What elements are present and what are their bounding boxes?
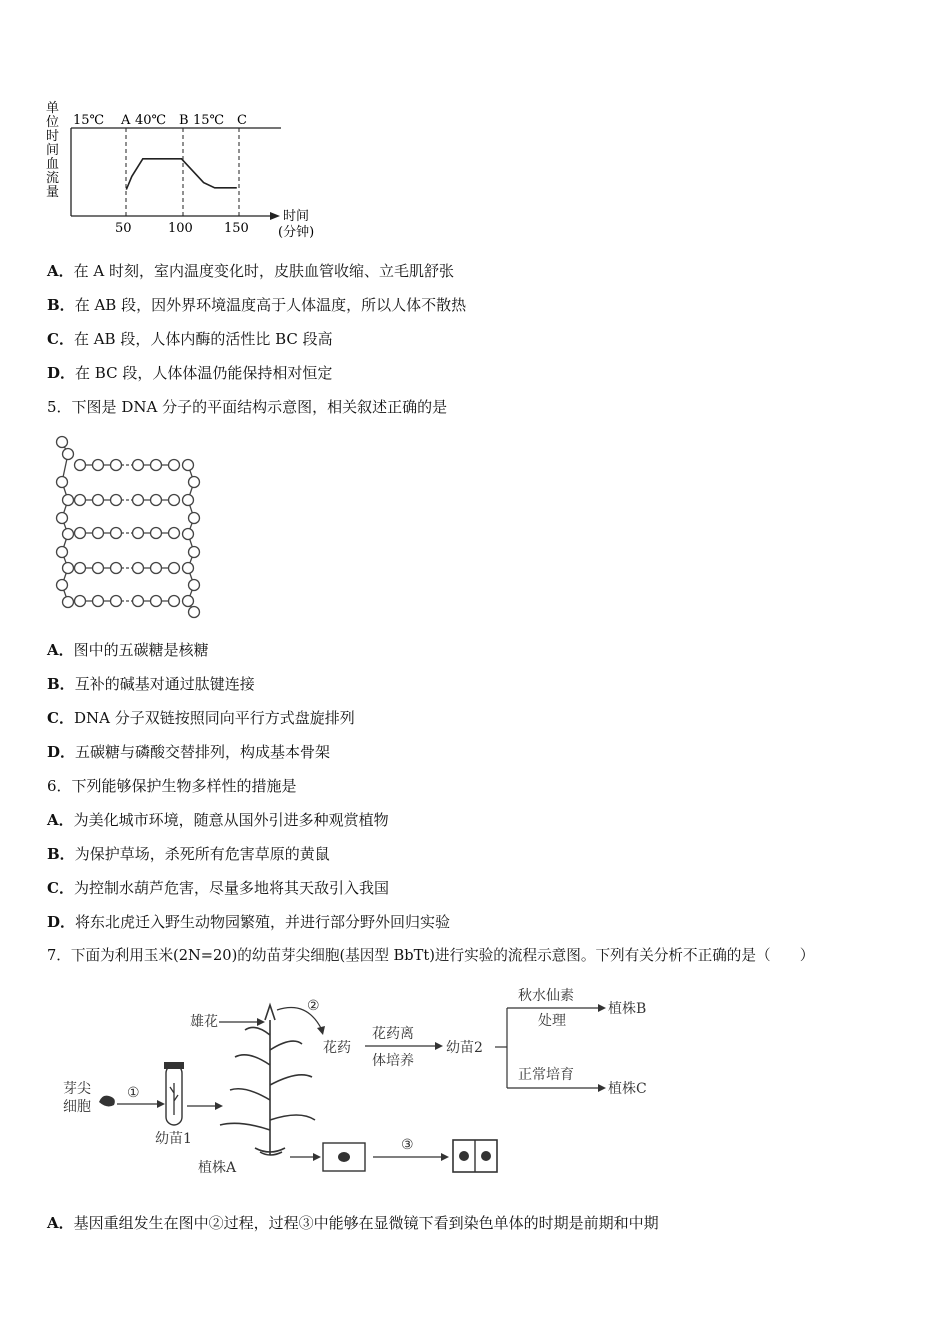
arrow-head <box>598 1084 606 1092</box>
nucleotide-node <box>111 495 122 506</box>
phosphate-sugar-node <box>183 596 194 607</box>
arrow-head <box>313 1153 321 1161</box>
nucleus-icon <box>338 1152 350 1162</box>
phosphate-sugar-node <box>183 529 194 540</box>
nucleotide-node <box>93 528 104 539</box>
point-label-c: C <box>237 113 247 128</box>
phosphate-sugar-node <box>57 513 68 524</box>
phosphate-sugar-node <box>63 597 74 608</box>
q5-option-d <box>47 742 330 762</box>
option-text: 为保护草场，杀死所有危害草原的黄鼠 <box>74 845 330 863</box>
nucleotide-node <box>75 563 86 574</box>
nucleotide-node <box>111 563 122 574</box>
q5-option-c <box>47 708 355 728</box>
q6-option-c <box>47 878 389 898</box>
option-label: A． <box>47 262 74 280</box>
phosphate-sugar-node <box>57 547 68 558</box>
q5-stem <box>47 397 447 417</box>
nucleotide-node <box>75 460 86 471</box>
nucleotide-node <box>151 460 162 471</box>
step1-label: ① <box>127 1085 140 1101</box>
phosphate-sugar-node <box>189 513 200 524</box>
option-label: C． <box>47 330 74 348</box>
phosphate-sugar-node <box>57 580 68 591</box>
nucleotide-node <box>133 495 144 506</box>
male-flower-label: 雄花 <box>190 1014 218 1030</box>
x-tick-150: 150 <box>224 221 249 236</box>
nucleotide-node <box>111 528 122 539</box>
nucleotide-node <box>75 528 86 539</box>
option-text: 基因重组发生在图中②过程，过程③中能够在显微镜下看到染色单体的时期是前期和中期 <box>73 1214 659 1232</box>
normal-culture-label: 正常培育 <box>518 1067 574 1083</box>
blood-flow-chart <box>40 98 340 246</box>
arrow-head <box>435 1042 443 1050</box>
option-label: D． <box>47 743 76 761</box>
option-label: A． <box>47 641 74 659</box>
phosphate-sugar-node <box>63 495 74 506</box>
option-text: 在 AB 段，因外界环境温度高于人体温度，所以人体不散热 <box>74 296 467 314</box>
y-label-char: 时 <box>46 129 60 144</box>
nucleotide-node <box>133 460 144 471</box>
phosphate-sugar-node <box>63 563 74 574</box>
y-label-char: 血 <box>46 157 60 172</box>
y-label-char: 位 <box>46 115 60 130</box>
phosphate-sugar-node <box>183 563 194 574</box>
nucleotide-node <box>133 528 144 539</box>
seedling1-label: 幼苗1 <box>155 1131 192 1147</box>
option-text: 互补的碱基对通过肽键连接 <box>74 675 255 693</box>
colchicine-label-2: 处理 <box>538 1013 566 1029</box>
nucleotide-node <box>151 596 162 607</box>
q6-stem <box>47 776 297 796</box>
q7-stem <box>47 946 814 966</box>
q5-option-a <box>47 640 209 660</box>
colchicine-label-1: 秋水仙素 <box>518 988 574 1004</box>
maize-plant-icon <box>220 1005 315 1155</box>
nucleotide-node <box>133 563 144 574</box>
q6-option-d <box>47 912 450 932</box>
nucleotide-node <box>75 495 86 506</box>
nucleotide-node <box>75 596 86 607</box>
nucleotide-node <box>169 528 180 539</box>
point-label-a: A <box>121 113 131 128</box>
phosphate-sugar-node <box>183 460 194 471</box>
maize-breeding-diagram <box>55 980 675 1180</box>
phosphate-sugar-node <box>189 547 200 558</box>
anther-label: 花药 <box>323 1040 351 1056</box>
x-axis-unit: (分钟) <box>278 225 315 240</box>
nucleotide-node <box>169 495 180 506</box>
arrow-head <box>257 1018 265 1026</box>
q6-option-a <box>47 810 389 830</box>
nucleotide-node <box>111 460 122 471</box>
y-label-char: 间 <box>46 143 60 158</box>
option-text: 在 A 时刻，室内温度变化时，皮肤血管收缩、立毛肌舒张 <box>73 262 455 280</box>
test-tube-cap <box>164 1062 184 1069</box>
option-text: 在 AB 段，人体内酶的活性比 BC 段高 <box>73 330 333 348</box>
question-text: 下图是 DNA 分子的平面结构示意图，相关叙述正确的是 <box>71 398 448 416</box>
phosphate-sugar-node <box>57 437 68 448</box>
question-number: 7． <box>47 947 71 964</box>
option-text: 将东北虎迁入野生动物园繁殖，并进行部分野外回归实验 <box>75 913 451 931</box>
question-text: 下列能够保护生物多样性的措施是 <box>71 777 297 795</box>
q4-option-d <box>47 363 332 383</box>
option-label: D． <box>47 364 76 382</box>
option-text: 图中的五碳糖是核糖 <box>73 641 209 659</box>
phosphate-sugar-node <box>189 580 200 591</box>
option-text: 为控制水葫芦危害，尽量多地将其天敌引入我国 <box>73 879 389 897</box>
x-tick-50: 50 <box>115 221 132 236</box>
step2-label: ② <box>307 998 320 1014</box>
nucleotide-node <box>93 460 104 471</box>
x-axis-label: 时间 <box>283 209 310 224</box>
plantB-label: 植株B <box>608 1001 647 1017</box>
q5-option-b <box>47 674 255 694</box>
q4-option-b <box>47 295 466 315</box>
nucleotide-node <box>93 495 104 506</box>
arrow-head <box>598 1004 606 1012</box>
point-label-b: B <box>179 113 189 128</box>
x-axis-arrow <box>270 212 280 220</box>
plantA-label: 植株A <box>198 1160 237 1176</box>
option-label: D． <box>47 913 76 931</box>
dna-strands <box>57 437 200 618</box>
top-labels <box>73 113 247 128</box>
nucleotide-node <box>169 563 180 574</box>
phosphate-sugar-node <box>189 607 200 618</box>
q4-option-c <box>47 329 333 349</box>
option-text: DNA 分子双链按照同向平行方式盘旋排列 <box>73 709 355 727</box>
option-text: 为美化城市环境，随意从国外引进多种观赏植物 <box>73 811 389 829</box>
option-label: A． <box>47 811 74 829</box>
option-label: B． <box>47 675 75 693</box>
bud-cell-shape <box>99 1096 115 1107</box>
nucleotide-node <box>151 528 162 539</box>
y-label-char: 流 <box>46 171 60 186</box>
question-text: 下面为利用玉米(2N=20)的幼苗芽尖细胞(基因型 BbTt)进行实验的流程示意图。下列有关分析不正确的是（ ） <box>70 947 815 964</box>
phosphate-sugar-node <box>63 449 74 460</box>
nucleotide-node <box>133 596 144 607</box>
nucleotide-node <box>169 460 180 471</box>
phosphate-sugar-node <box>63 529 74 540</box>
bud-label: 芽尖 <box>63 1081 91 1097</box>
option-label: C． <box>47 879 74 897</box>
option-label: A． <box>47 1214 74 1232</box>
nucleotide-node <box>151 495 162 506</box>
arrow-head <box>157 1100 165 1108</box>
dna-structure-diagram <box>48 430 208 620</box>
temp-label-15b: 15℃ <box>193 113 225 128</box>
option-label: B． <box>47 296 75 314</box>
y-label-char: 单 <box>46 101 60 116</box>
temp-label-15: 15℃ <box>73 113 105 128</box>
option-label: B． <box>47 845 75 863</box>
nucleotide-node <box>169 596 180 607</box>
q7-option-a <box>47 1213 659 1233</box>
arrow-head <box>317 1026 325 1035</box>
phosphate-sugar-node <box>57 477 68 488</box>
x-ticks <box>115 221 249 236</box>
nucleotide-node <box>93 563 104 574</box>
nucleotide-node <box>93 596 104 607</box>
seedling2-label: 幼苗2 <box>446 1040 483 1056</box>
daughter-nucleus-icon <box>459 1151 469 1161</box>
option-label: C． <box>47 709 74 727</box>
culture-label-1: 花药离 <box>372 1026 414 1042</box>
q6-option-b <box>47 844 330 864</box>
temp-label-40: 40℃ <box>135 113 167 128</box>
nucleotide-node <box>111 596 122 607</box>
plantC-label: 植株C <box>608 1081 647 1097</box>
x-tick-100: 100 <box>168 221 193 236</box>
question-number: 6． <box>47 777 72 795</box>
arrow-head <box>215 1102 223 1110</box>
arrow-head <box>441 1153 449 1161</box>
option-text: 五碳糖与磷酸交替排列，构成基本骨架 <box>75 743 331 761</box>
y-label-char: 量 <box>46 185 60 200</box>
phosphate-sugar-node <box>183 495 194 506</box>
cell-label: 细胞 <box>63 1099 91 1115</box>
q4-option-a <box>47 261 454 281</box>
y-axis-label <box>46 101 59 200</box>
daughter-nucleus-icon <box>481 1151 491 1161</box>
nucleotide-node <box>151 563 162 574</box>
blood-flow-curve <box>126 159 237 190</box>
option-text: 在 BC 段，人体体温仍能保持相对恒定 <box>75 364 333 382</box>
question-number: 5． <box>47 398 72 416</box>
phosphate-sugar-node <box>189 477 200 488</box>
culture-label-2: 体培养 <box>372 1053 414 1069</box>
step3-label: ③ <box>401 1137 414 1153</box>
